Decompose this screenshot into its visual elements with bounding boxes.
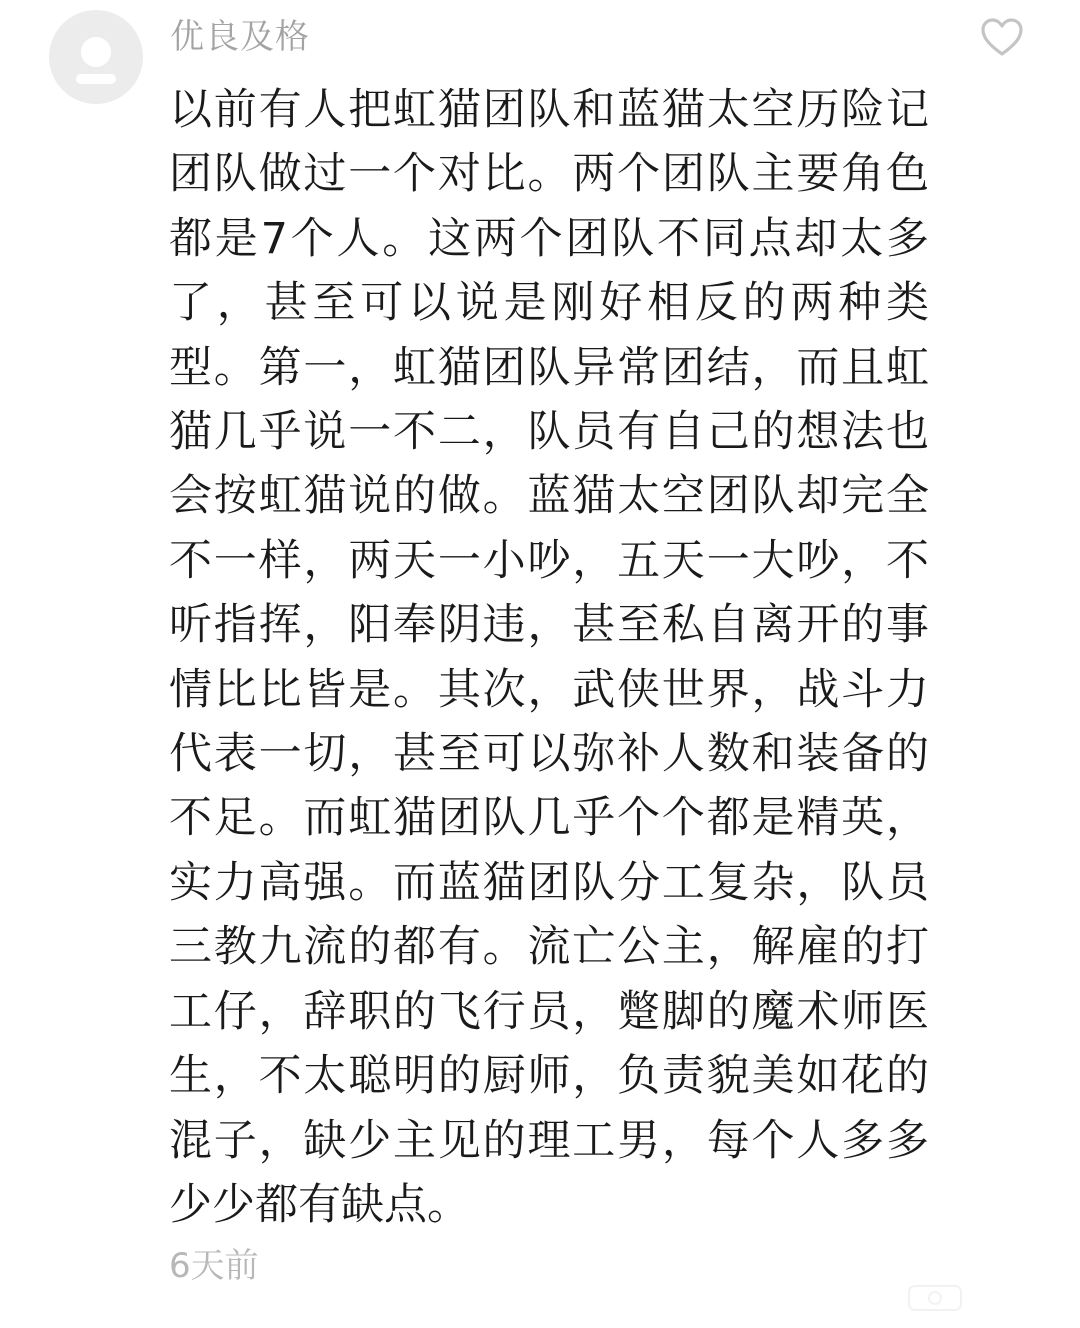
like-button[interactable] bbox=[978, 14, 1026, 62]
avatar[interactable] bbox=[49, 10, 143, 104]
watermark-icon bbox=[905, 1280, 965, 1316]
username[interactable]: 优良及格 bbox=[170, 17, 310, 57]
heart-outline-icon bbox=[978, 14, 1026, 62]
timestamp: 6天前 bbox=[169, 1246, 259, 1286]
default-avatar-icon bbox=[49, 10, 143, 104]
comment-text: 以前有人把虹猫团队和蓝猫太空历险记团队做过一个对比。两个团队主要角色都是7个人。这两个团队不同点却太多了，甚至可以说是刚好相反的两种类型。第一，虹猫团队异常团结，而且虹猫几乎说一不二，队员有自己的想法也会按虹猫说的做。蓝猫太空团队却完全不一样，两天一小吵，五天一大吵，不听指挥，阳奉阴违，甚至私自离开的事情比比皆是。其次，武侠世界，战斗力代表一切，甚至可以弥补人数和装备的不足。而虹猫团队几乎个个都是精英，实力高强。而蓝猫团队分工复杂，队员三教九流的都有。流亡公主，解雇的打工仔，辞职的飞行员，蹩脚的魔术师医生，不太聪明的厨师，负责貌美如花的混子，缺少主见的理工男，每个人多多少少都有缺点。 bbox=[169, 85, 929, 1230]
